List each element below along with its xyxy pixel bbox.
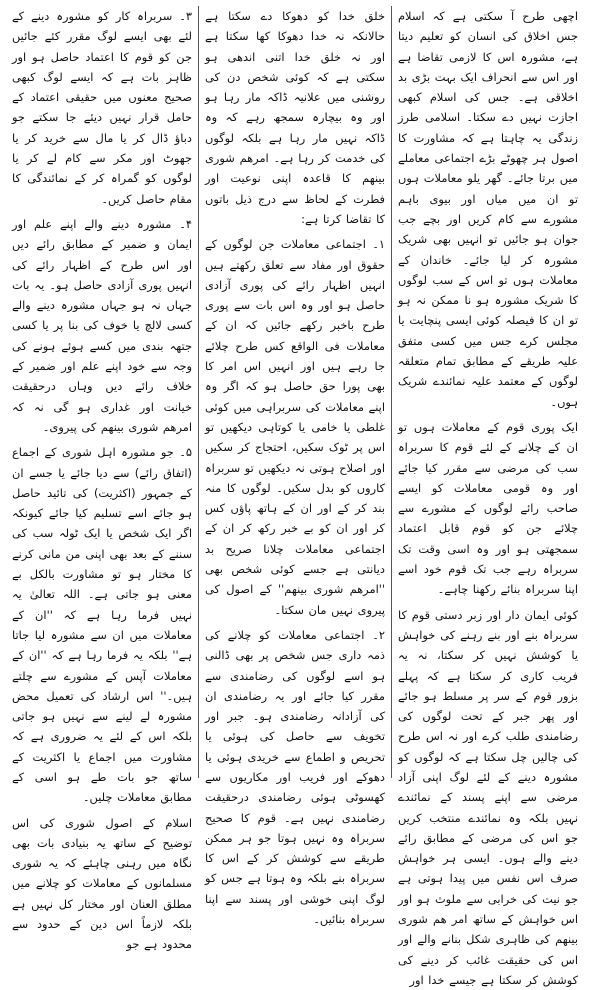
text-column-middle — [199, 6, 392, 927]
paragraph: اچھی طرح آ سکتی ہے کہ اسلام جس اخلاق کی انسان کو تعلیم دیتا ہے، مشورہ اس کا لازمی تقاضا ہے اور اس سے انحراف ایک بہت بڑی بد اخلاقی ہے۔ جس کی اسلام کبھی اجازت نہیں دے سکتا۔ اسلامی طرز زندگی یہ چاہتا ہے کہ مشاورت کا اصول ہر چھوٹے بڑے اجتماعی معاملے میں برتا جائے۔ گھر یلو معاملات ہوں تو ان میں میاں اور بیوی باہم مشورے سے کام کریں اور بچے جب جوان ہو جائیں تو انہیں بھی شریک مشورہ کر لیا جائے۔ خاندان کے معاملات ہوں تو اس کے سب لوگوں کا شریک مشورہ ہو نا ممکن نہ ہو تو ان کا فیصلہ کوئی ایسی پنچایت یا مجلس کرے جس میں کسی متفق علیہ طریقے کے مطابق تمام متعلقہ لوگوں کے معتمد علیہ نمائندے شریک ہوں۔ — [398, 9, 578, 409]
text-column-right — [392, 6, 584, 987]
text-column-left — [6, 6, 199, 952]
paragraph: ۲۔ اجتماعی معاملات کو چلانے کی ذمہ داری جس شخص پر بھی ڈالنی ہو اسے لوگوں کی رضامندی سے مقرر کیا جائے اور یہ رضامندی ان کی آزادانہ رضامندی ہو۔ جبر اور تخویف سے حاصل کی ہوئی یا تحریص و اطماع سے خریدی ہوئی یا دھوکے اور فریب اور مکاریوں سے کھسوٹی ہوئی رضامندی درحقیقت رضامندی نہیں ہے۔ قوم کا صحیح سربراہ وہ نہیں ہوتا جو ہر ممکن طریقے سے کوشش کر کے اس کا سربراہ بنے بلکہ وہ ہوتا ہے جس کو لوگ اپنی خوشی اور پسند سے اپنا سربراہ بنائیں۔ — [205, 627, 385, 927]
paragraph: ۴۔ مشورہ دینے والے اپنے علم اور ایمان و ضمیر کے مطابق رائے دیں اور اس طرح کے اظہار رائے کی انہیں پوری آزادی حاصل ہو۔ یہ بات جہاں نہ ہو جہاں مشورہ دینے والے کسی لالچ یا خوف کی بنا پر یا کسی جتھہ بندی میں کسے ہوئے ہونے کی وجہ سے خود اپنے علم اور ضمیر کے خلاف رائے دیں وہاں درحقیقت خیانت اور غداری ہو گی نہ کہ امرھم شوری بینھم کی پیروی۔ — [12, 216, 192, 434]
paragraph: اسلام کے اصول شوری کی اس توضیح کے ساتھ یہ بنیادی بات بھی نگاہ میں رہنی چاہئے کہ یہ شوری مسلمانوں کے معاملات کو چلانے میں مطلق العنان اور مختار کل نہیں ہے بلکہ لازماً اس دین کے حدود سے محدود ہے جو — [12, 815, 192, 952]
paragraph: ۳۔ سربراہ کار کو مشورہ دینے کے لئے بھی ایسے لوگ مقرر کئے جائیں جن کو قوم کا اعتماد حاصل ہو اور ظاہر بات ہے کہ ایسے لوگ کبھی صحیح معنوں میں حقیقی اعتماد کے حامل قرار نہیں دیئے جا سکتے جو دباؤ ڈال کر یا مال سے خرید کر یا جھوٹ اور مکر سے کام لے کر یا لوگوں کو گمراہ کر کے نمائندگی کا مقام حاصل کریں۔ — [12, 9, 192, 206]
paragraph: ایک پوری قوم کے معاملات ہوں تو ان کے چلانے کے لئے قوم کا سربراہ سب کی مرضی سے مقرر کیا جائے اور وہ قومی معاملات کو ایسے صاحب رائے لوگوں کے مشورے سے چلائے جن کو قوم قابل اعتماد سمجھتی ہو اور وہ اسی وقت تک سربراہ رہے جب تک قوم خود اسے اپنا سربراہ بنائے رکھنا چاہے۔ — [398, 419, 578, 597]
paragraph: ۵۔ جو مشورہ اہل شوری کے اجماع (اتفاق رائے) سے دیا جائے یا جسے ان کے جمہور (اکثریت) کی تائید حاصل ہو جائے اسے تسلیم کیا جائے کیونکہ اگر ایک شخص یا ایک ٹولہ سب کی سننے کے بعد بھی اپنی من مانی کرنے کا مختار ہو تو مشاورت بالکل بے معنی ہو جاتی ہے۔ اللہ تعالیٰ یہ نہیں فرما رہا ہے کہ ''ان کے معاملات میں ان سے مشورہ لیا جاتا ہے'' بلکہ یہ فرما رہا ہے کہ ''ان کے معاملات آپس کے مشورے سے چلتے ہیں۔'' اس ارشاد کی تعمیل محض مشورہ لے لینے سے نہیں ہو جاتی بلکہ اس کے لئے یہ ضروری ہے کہ مشاورت میں اجماع یا اکثریت کے ساتھ جو بات طے ہو اسی کے مطابق معاملات چلیں۔ — [12, 445, 192, 805]
paragraph: ۱۔ اجتماعی معاملات جن لوگوں کے حقوق اور مفاد سے تعلق رکھتے ہیں انہیں اظہار رائے کی پوری آزادی حاصل ہو اور وہ اس بات سے پوری طرح باخبر رکھے جائیں کہ ان کے معاملات فی الواقع کس طرح چلائے جا رہے ہیں اور انہیں اس امر کا بھی پورا حق حاصل ہو کہ اگر وہ اپنے معاملات کی سربراہی میں کوئی غلطی یا خامی یا کوتاہی دیکھیں تو اس پر ٹوک سکیں، احتجاج کر سکیں اور اصلاح ہوتی نہ دیکھیں تو سربراہ کاروں کو بدل سکیں۔ لوگوں کا منہ بند کر کے اور ان کے ہاتھ پاؤں کس کر اور ان کو بے خبر رکھ کر ان کے اجتماعی معاملات چلانا صریح بد دیانتی ہے جسے کوئی شخص بھی ''امرھم شوری بینھم'' کے اصول کی پیروی نہیں مان سکتا۔ — [204, 237, 385, 617]
paragraph: کوئی ایمان دار اور زبر دستی قوم کا سربراہ بنے اور بنے رہنے کی خواہش یا کوشش نہیں کر سکتا، نہ یہ فریب کاری کر سکتا ہے کہ پہلے بزور قوم کے سر پر مسلط ہو جائے اور پھر جبر کے تحت لوگوں کی رضامندی طلب کرے اور نہ اس طرح کی چالیں چل سکتا ہے کہ لوگوں کو مشورہ دینے کے لئے لوگ اپنی آزاد مرضی سے اپنے پسند کے نمائندے نہیں بلکہ وہ نمائندے منتخب کریں جو اس کی مرضی کے مطابق رائے دینے والے ہوں۔ ایسی ہر خواہش صرف اس نفس میں پیدا ہوتی ہے جو نیت کی خرابی سے ملوث ہو اور اس خواہش کے ساتھ امر ھم شوری بینھم کی ظاہری شکل بنانے والے اور اس کی حقیقت غائب کر دینے کی کوشش کر سکتا ہے جیسے خدا اور — [398, 607, 578, 987]
paragraph: خلق خدا کو دھوکا دے سکتا ہے حالانکہ نہ خدا دھوکا کھا سکتا ہے اور نہ خلق خدا اتنی اندھی ہو سکتی ہے کہ کوئی شخص دن کی روشنی میں علانیہ ڈاکہ مار رہا ہو اور وہ بیچارہ سمجھ رہے کہ وہ ڈاکہ نہیں مار رہا ہے بلکہ لوگوں کی خدمت کر رہا ہے۔ امرھم شوری بینھم کا قاعدہ اپنی نوعیت اور فطرت کے لحاظ سے درج ذیل باتوں کا تقاضا کرتا ہے: — [205, 9, 385, 226]
